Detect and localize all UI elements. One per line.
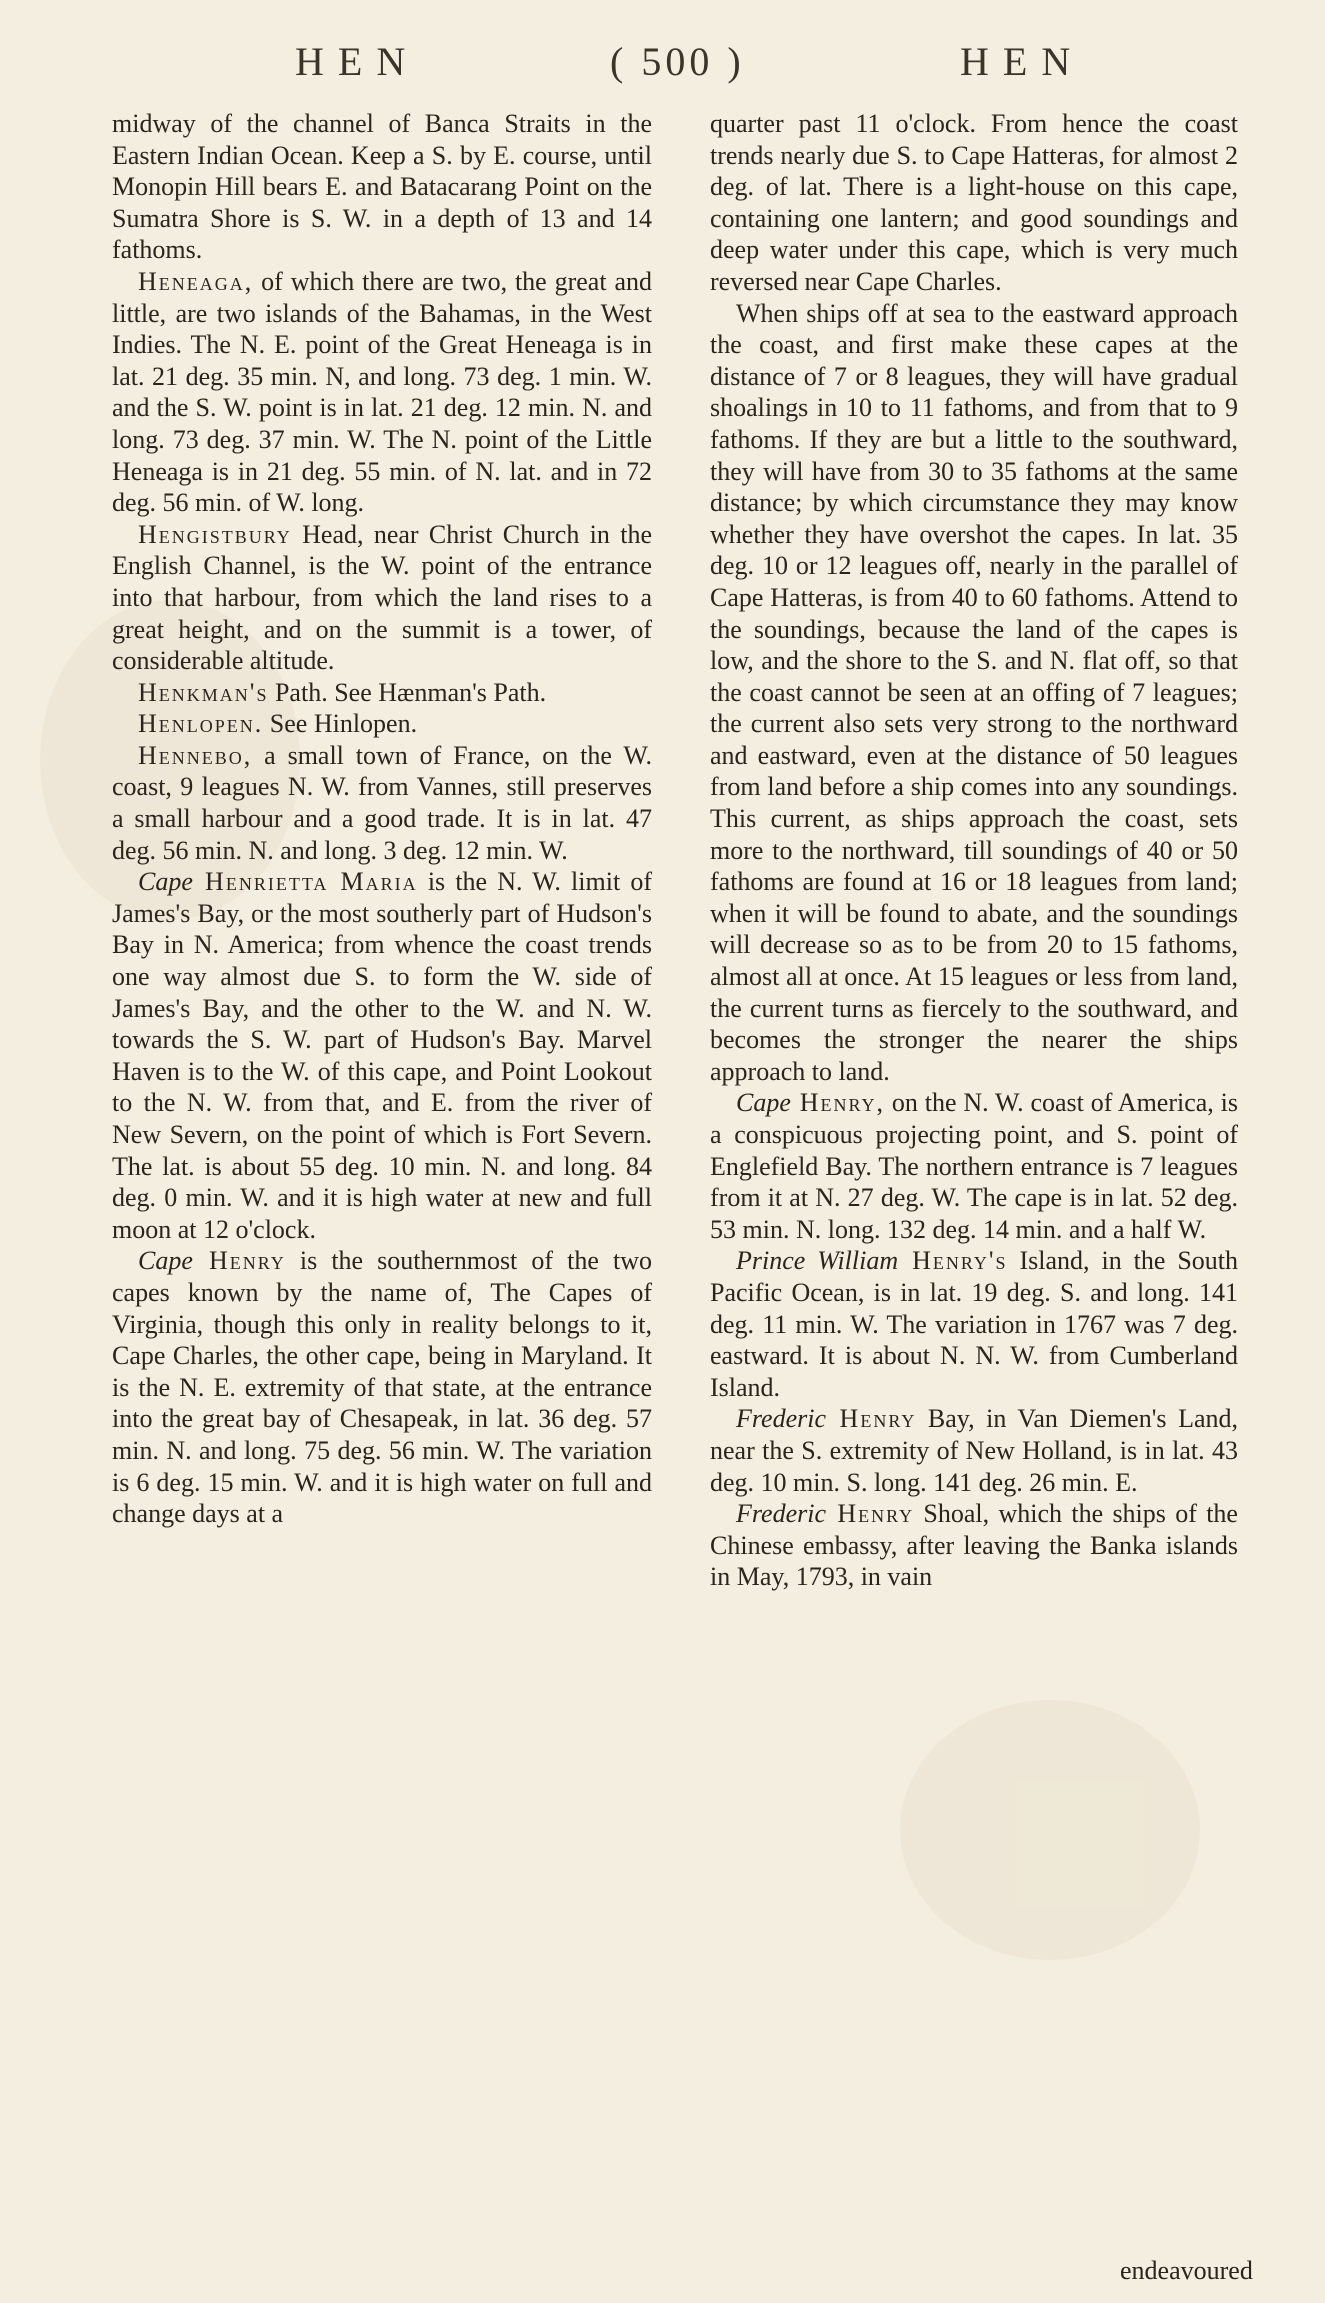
entry-soundings: When ships off at sea to the eastward approach the coast, and first make these capes at the distance of 7 or 8 leagues, they will have gradual shoalings in 10 to 11 fathoms, and from that to 9 fathoms. If they are but a little to the southward, they will have from 30 to 35 fathoms at the same distance; by which circumstance they may know whether they have overshot the capes. In lat. 35 deg. 10 or 12 leagues off, nearly in the parallel of Cape Hatteras, is from 40 to 60 fathoms. Attend to the soundings, because the land of the capes is low, and the shore to the S. and N. flat off, so that the coast cannot be seen at an offing of 7 leagues; the current also sets very strong to the northward and eastward, even at the distance of 50 leagues from land before a ship comes into any soundings. This current, as ships approach the coast, sets more to the northward, till soundings of 40 or 50 fathoms are found at 16 or 18 leagues from land; when it will be found to abate, and the soundings will decrease so as to be from 20 to 15 fathoms, almost all at once. At 15 leagues or less from land, the current turns as fiercely to the southward, and becomes the stronger the nearer the ships approach to land.: [710, 298, 1238, 1086]
header-right: HEN: [960, 39, 1085, 84]
entry-cape-henry-nw: Cape Henry, on the N. W. coast of America, is a conspicuous projecting point, and S. point of Englefield Bay. The northern entrance is 7 leagues from it at N. 27 deg. W. The cape is in lat. 52 deg. 53 min. N. long. 132 deg. 14 min. and a half W.: [710, 1088, 1238, 1244]
entry-frederic-henry-bay: Frederic Henry Bay, in Van Diemen's Land, near the S. extremity of New Holland, is in lat. 43 deg. 10 min. S. long. 141 deg. 26 min. E.: [710, 1404, 1238, 1497]
page-number: ( 500 ): [610, 39, 745, 84]
entry-paragraph: midway of the channel of Banca Straits in the Eastern Indian Ocean. Keep a S. by E. course, until Monopin Hill bears E. and Batacarang Point on the Sumatra Shore is S. W. in a depth of 13 and 14 fathoms.: [112, 109, 652, 265]
running-header: [0, 30, 1325, 90]
entry-frederic-henry-shoal: Frederic Henry Shoal, which the ships of the Chinese embassy, after leaving the Banka islands in May, 1793, in vain: [710, 1499, 1238, 1592]
entry-hengistbury: Hengistbury Head, near Christ Church in the English Channel, is the W. point of the entrance into that harbour, from which the land rises to a great height, and on the summit is a tower, of considerable altitude.: [112, 519, 652, 676]
left-column: [112, 108, 652, 1530]
entry-hennebo: Hennebo, a small town of France, on the W. coast, 9 leagues N. W. from Vannes, still preserves a small harbour and a good trade. It is in lat. 47 deg. 56 min. N. and long. 3 deg. 12 min. W.: [112, 740, 652, 865]
entry-henlopen: Henlopen. See Hinlopen.: [138, 709, 418, 739]
right-column: [710, 108, 1238, 1593]
entry-henrietta-maria: Cape Henrietta Maria is the N. W. limit of James's Bay, or the most southerly part of Hudson's Bay in N. America; from whence the coast trends one way almost due S. to form the W. side of James's Bay, and the other to the W. and N. W. towards the S. W. part of Hudson's Bay. Marvel Haven is to the W. of this cape, and Point Lookout to the N. W. from that, and E. from the river of New Severn, on the point of which is Fort Severn. The lat. is about 55 deg. 10 min. N. and long. 84 deg. 0 min. W. and it is high water at new and full moon at 12 o'clock.: [112, 867, 652, 1244]
entry-henkman: Henkman's Path. See Hænman's Path.: [138, 677, 547, 707]
entry-cape-henry: Cape Henry is the southernmost of the two capes known by the name of, The Capes of Virginia, though this only in reality belongs to it, Cape Charles, the other cape, being in Maryland. It is the N. E. extremity of that state, at the entrance into the great bay of Chesapeak, in lat. 36 deg. 57 min. N. and long. 75 deg. 56 min. W. The variation is 6 deg. 15 min. W. and it is high water on full and change days at a: [112, 1246, 652, 1529]
entry-prince-william-henry: Prince William Henry's Island, in the South Pacific Ocean, is in lat. 19 deg. S. and long. 141 deg. 11 min. W. The variation in 1767 was 7 deg. eastward. It is about N. N. W. from Cumberland Island.: [710, 1246, 1239, 1402]
entry-heneaga: Heneaga, of which there are two, the great and little, are two islands of the Bahamas, in the West Indies. The N. E. point of the Great Heneaga is in lat. 21 deg. 35 min. N, and long. 73 deg. 1 min. W. and the S. W. point is in lat. 21 deg. 12 min. N. and long. 73 deg. 37 min. W. The N. point of the Little Heneaga is in 21 deg. 55 min. of N. lat. and in 72 deg. 56 min. of W. long.: [112, 266, 652, 518]
catchword: endeavoured: [1120, 2256, 1253, 2285]
entry-continuation: quarter past 11 o'clock. From hence the coast trends nearly due S. to Cape Hatteras, for almost 2 deg. of lat. There is a light-house on this cape, containing one lantern; and good soundings and deep water under this cape, which is very much reversed near Cape Charles.: [710, 109, 1238, 296]
paper-stain: [900, 1700, 1200, 1960]
header-left: HEN: [295, 39, 420, 84]
